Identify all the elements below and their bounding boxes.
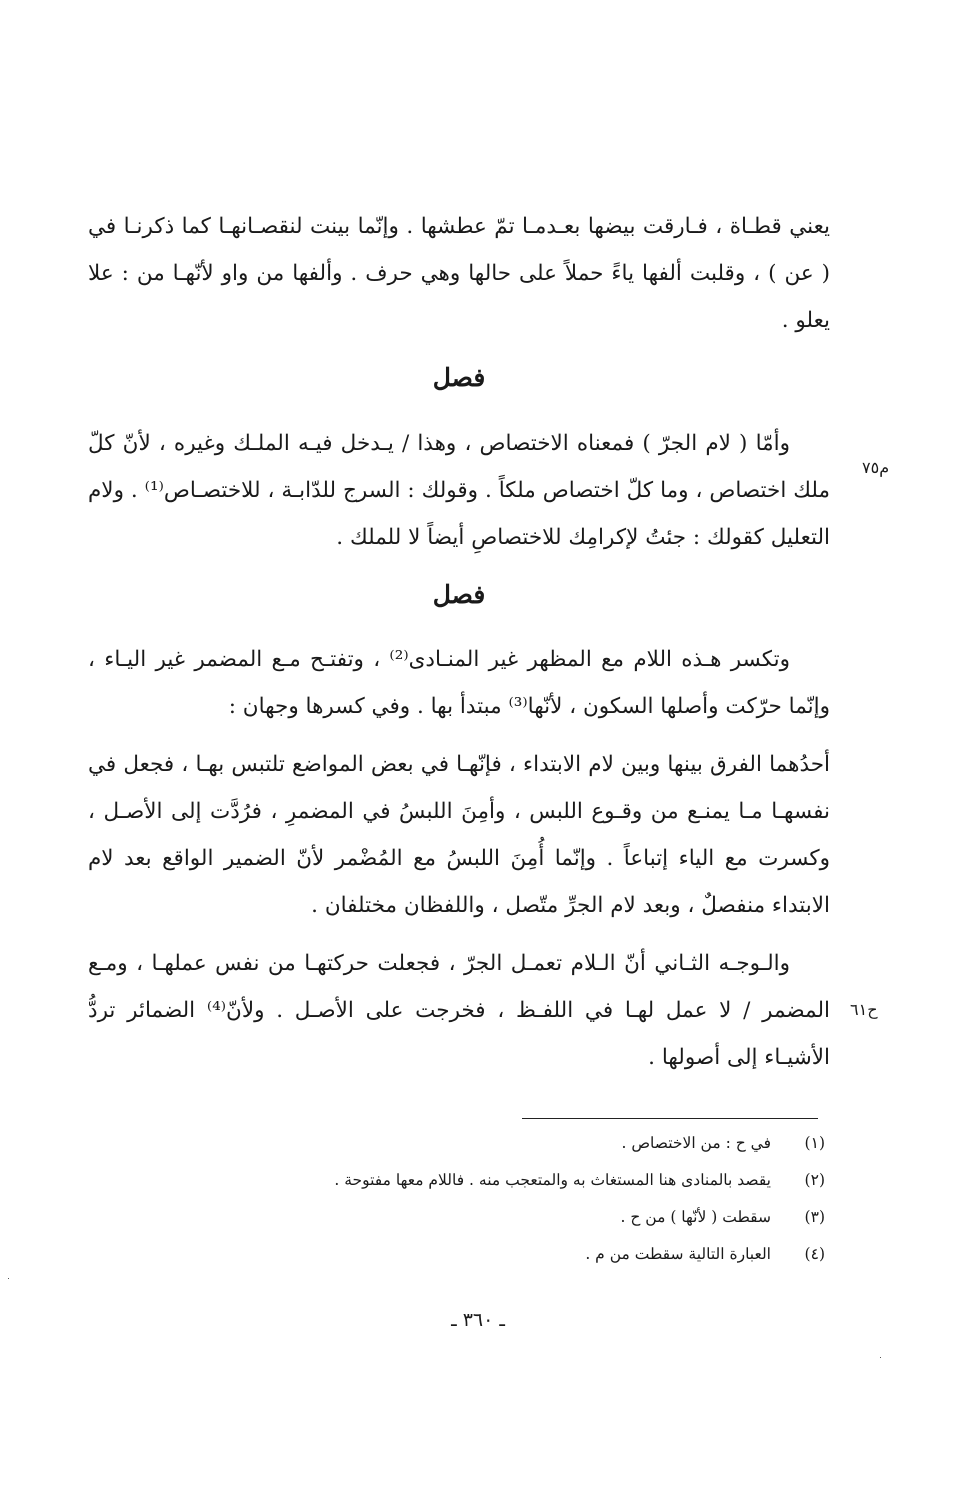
section-heading-1: فصل (432, 363, 486, 392)
paragraph-second-reason: والـوجـه الثـاني أنّ الـلام تعمـل الجرّ ، فجعلت حركتهـا من نفس عملهـا ، ومـع المضمر / لا عمل لهـا في اللفـظ ، فخرجت على الأصـل . ولأنّ⁽⁴⁾ الضمائر تردُّ الأشيـاء إلى أصولها . (88, 951, 830, 1070)
scan-speck (880, 1357, 881, 1358)
section-heading-2: فصل (432, 580, 486, 609)
footnotes (280, 1134, 825, 1282)
footnote-item (280, 1208, 825, 1245)
footnote-text: في ح : من الاختصاص . (621, 1134, 771, 1152)
footnote-text: يقصد بالمنادى هنا المستغاث به والمتعجب منه . فاللام معها مفتوحة . (334, 1171, 771, 1189)
footnote-text: العبارة التالية سقطت من م . (585, 1245, 771, 1263)
footnote-number: (٢) (804, 1171, 825, 1189)
footnote-text: سقطت ( لأنّها ) من ح . (620, 1208, 771, 1226)
paragraph-lam-al-jarr: وأمّا ( لام الجرّ ) فمعناه الاختصاص ، وهذا / يـدخل فيـه الملـك وغيره ، لأنّ كلّ ملك اختصاص ، وما كلّ اختصاص ملكاً . وقولك : السرج للدّابـة ، للاختصـاص⁽¹⁾ . ولام التعليل كقولك : جئتُ لإكرامِك للاختصاصِ أيضاً لا للملك . (88, 431, 830, 550)
footnote-item (280, 1245, 825, 1282)
paragraph-intro: يعني قطـاة ، فـارقت بيضها بعـدمـا تمّ عطشها . وإنّما بينت لنقصـانهـا كما ذكرنـا في ( عن ) ، وقلبت ألفها ياءً حملاً على حالها وهي حرف . وألفها من واو لأنّهـا من : علا يعلو . (88, 214, 830, 333)
footnote-item (280, 1134, 825, 1171)
footnote-separator (522, 1118, 818, 1119)
footnote-number: (٤) (804, 1245, 825, 1263)
footnote-number: (٣) (804, 1208, 825, 1226)
paragraph-kasr: وتكسر هـذه اللام مع المظهر غير المنـادى⁽²⁾ ، وتفتـح مـع المضمر غير اليـاء ، وإنّما حرّكت وأصلها السكون ، لأنّها⁽³⁾ مبتدأ بها . وفي كسرها وجهان : (88, 647, 830, 719)
footnote-number: (١) (804, 1134, 825, 1152)
margin-reference-h61: ح٦١ (850, 1000, 878, 1019)
paragraph-first-reason: أحدُهما الفرق بينها وبين لام الابتداء ، فإنّهـا في بعض المواضع تلتبس بهـا ، فجعل في نفسهـا مـا يمنـع من وقـوع اللبس ، وأمِنَ اللبسُ في المضمرِ ، فرُدَّت إلى الأصـل ، وكسرت مع الياء إتباعاً . وإنّما أُمِنَ اللبسُ مع المُضْمر لأنّ الضمير الواقع بعد لام الابتداء منفصلٌ ، وبعد لام الجرِّ متّصل ، واللفظان مختلفان . (88, 752, 830, 918)
margin-reference-m75: م٧٥ (862, 458, 890, 477)
footnote-item (280, 1171, 825, 1208)
scan-speck (8, 1278, 9, 1279)
page-number: ـ ٣٦٠ ـ (451, 1309, 505, 1331)
